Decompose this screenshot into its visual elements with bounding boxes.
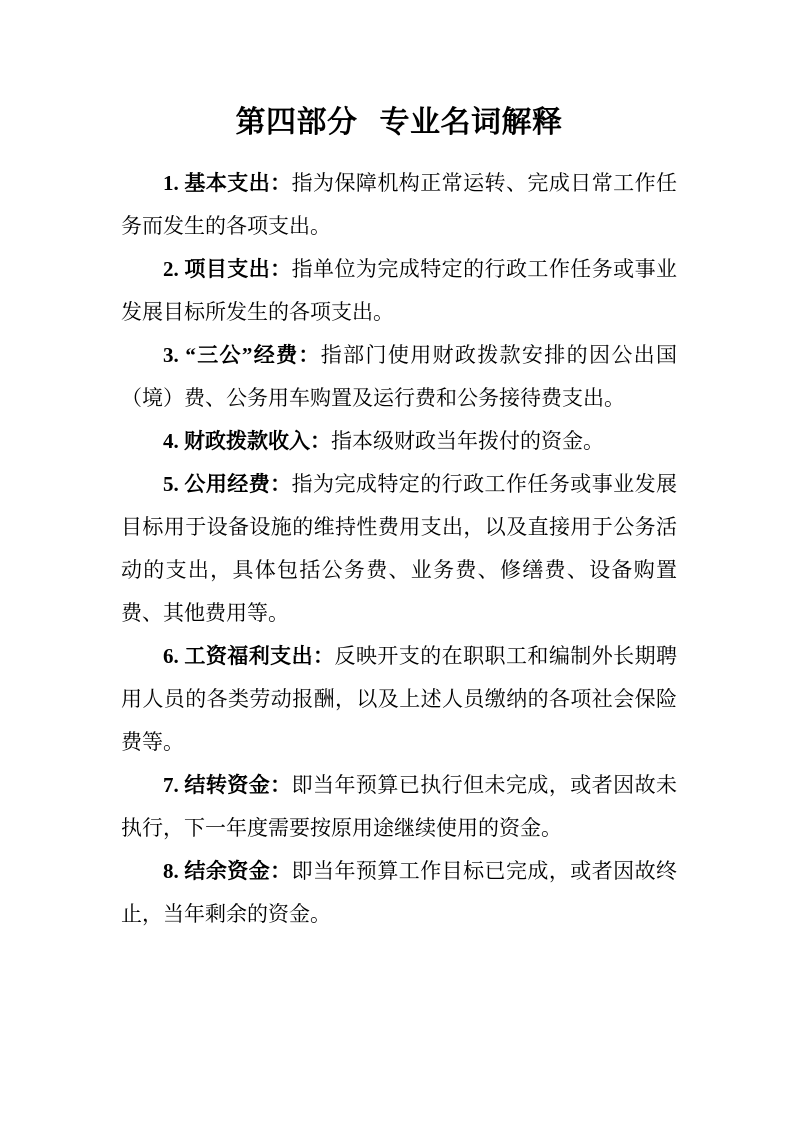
term-definition-2: 指单位为完成特定的行政工作任务或事业发展目标所发生的各项支出。 — [121, 257, 677, 324]
page-content — [121, 0, 677, 936]
term-label-8: 8. 结余资金： — [163, 859, 292, 883]
definition-paragraph-7 — [121, 764, 677, 850]
term-definition-5: 指为完成特定的行政工作任务或事业发展目标用于设备设施的维持性费用支出，以及直接用于公务活动的支出，具体包括公务费、业务费、修缮费、设备购置费、其他费用等。 — [121, 472, 677, 625]
definition-paragraph-2 — [121, 248, 677, 334]
definition-paragraph-1 — [121, 162, 677, 248]
term-definition-7: 即当年预算已执行但未完成，或者因故未执行，下一年度需要按原用途继续使用的资金。 — [121, 773, 677, 840]
term-definition-3: 指部门使用财政拨款安排的因公出国（境）费、公务用车购置及运行费和公务接待费支出。 — [121, 343, 678, 410]
definition-paragraph-4 — [121, 420, 677, 463]
term-definition-4: 指本级财政当年拨付的资金。 — [331, 429, 604, 453]
term-label-1: 1. 基本支出： — [163, 171, 292, 195]
term-label-2: 2. 项目支出： — [163, 257, 292, 281]
term-definition-8: 即当年预算工作目标已完成，或者因故终止，当年剩余的资金。 — [121, 859, 677, 926]
term-label-3: 3. “三公”经费： — [163, 343, 321, 367]
term-label-4: 4. 财政拨款收入： — [163, 429, 331, 453]
term-label-5: 5. 公用经费： — [163, 472, 292, 496]
definition-paragraph-5 — [121, 463, 677, 635]
definition-paragraph-6 — [121, 635, 677, 764]
definitions-body — [121, 162, 677, 936]
term-label-7: 7. 结转资金： — [163, 773, 292, 797]
definition-paragraph-8 — [121, 850, 677, 936]
term-definition-6: 反映开支的在职职工和编制外长期聘用人员的各类劳动报酬，以及上述人员缴纳的各项社会保险费等。 — [121, 644, 678, 754]
page-title: 第四部分 专业名词解释 — [235, 106, 563, 139]
term-label-6: 6. 工资福利支出： — [163, 644, 335, 668]
definition-paragraph-3 — [121, 334, 677, 420]
term-definition-1: 指为保障机构正常运转、完成日常工作任务而发生的各项支出。 — [121, 171, 677, 238]
